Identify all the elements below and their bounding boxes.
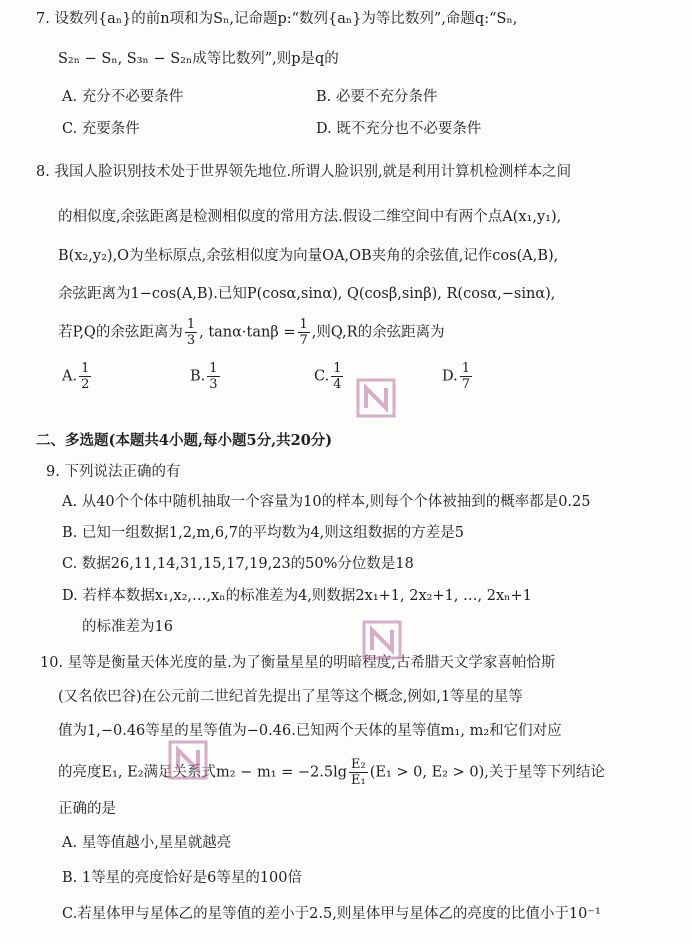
fraction-numerator: 1 (209, 361, 218, 376)
fraction-numerator: 1 (461, 361, 470, 376)
fraction-denominator: 2 (81, 377, 90, 392)
q8-fraction-a (185, 318, 197, 347)
option-fraction (207, 362, 219, 391)
q10-option-c: C.若星体甲与星体乙的星等值的差小于2.5,则星体甲与星体乙的亮度的比值小于10⁻¹ (62, 906, 601, 922)
q7-line1: 7. 设数列{aₙ}的前n项和为Sₙ,记命题p:“数列{aₙ}为等比数列”,命题q:“Sₙ, (36, 11, 518, 27)
q9-stem: 9. 下列说法正确的有 (46, 464, 181, 480)
q10-line4-pre: 的亮度E₁, E₂满足关系式m₂ − m₁ = −2.5lg (58, 764, 348, 781)
option-fraction (79, 362, 91, 391)
q7-option-c: C. 充要条件 (62, 121, 140, 137)
q10-line4 (58, 758, 605, 787)
q7-option-a: A. 充分不必要条件 (62, 89, 184, 105)
q10-line4-post: (E₁ > 0, E₂ > 0),关于星等下列结论 (369, 764, 605, 781)
q8-line5-mid: , tanα·tanβ = (199, 324, 296, 341)
fraction-denominator: 4 (333, 377, 342, 392)
q8-line2: 的相似度,余弦距离是检测相似度的常用方法.假设二维空间中有两个点A(x₁,y₁), (58, 209, 562, 225)
q10-fraction (349, 758, 368, 787)
q8-line5-post: ,则Q,R的余弦距离为 (311, 324, 445, 341)
q8-option-a (62, 362, 93, 391)
q8-option-d (442, 362, 474, 391)
fraction-numerator: 1 (81, 361, 90, 376)
q8-line5 (58, 318, 445, 347)
q10-line1: 10. 星等是衡量天体光度的量.为了衡量星星的明暗程度,古希腊天文学家喜帕恰斯 (40, 655, 556, 671)
fraction-numerator: E₂ (351, 757, 366, 772)
q8-line4: 余弦距离为1−cos(A,B).已知P(cosα,sinα), Q(cosβ,sinβ), R(cosα,−sinα), (58, 286, 556, 302)
q7-option-d: D. 既不充分也不必要条件 (316, 121, 482, 137)
q10-line3: 值为1,−0.46等星的星等值为−0.46.已知两个天体的星等值m₁, m₂和它们对应 (58, 723, 562, 739)
watermark-logo-icon (356, 378, 396, 418)
q7-option-b: B. 必要不充分条件 (316, 89, 438, 105)
q9-option-d-line2: 的标准差为16 (82, 619, 173, 635)
q8-line5-pre: 若P,Q的余弦距离为 (58, 324, 183, 341)
watermark-logo-icon (362, 620, 402, 660)
q9-option-c: C. 数据26,11,14,31,15,17,19,23的50%分位数是18 (62, 556, 414, 572)
fraction-denominator: 7 (461, 377, 470, 392)
watermark-logo-icon (168, 740, 208, 780)
q10-option-a: A. 星等值越小,星星就越亮 (62, 835, 232, 851)
q9-option-d-line1: D. 若样本数据x₁,x₂,…,xₙ的标准差为4,则数据2x₁+1, 2x₂+1, …, 2xₙ+1 (62, 588, 532, 604)
option-fraction (460, 362, 472, 391)
q9-option-a: A. 从40个个体中随机抽取一个容量为10的样本,则每个个体被抽到的概率都是0.25 (62, 494, 591, 510)
fraction-numerator: 1 (186, 317, 196, 332)
option-label: B. (190, 368, 206, 385)
q8-option-b (190, 362, 222, 391)
fraction-numerator: 1 (299, 317, 308, 332)
fraction-numerator: 1 (333, 361, 342, 376)
q8-option-c (314, 362, 345, 391)
watermark-logo-icon (362, 620, 402, 660)
watermark-logo-icon (356, 378, 396, 418)
q8-line3: B(x₂,y₂),O为坐标原点,余弦相似度为向量OA,OB夹角的余弦值,记作cos(A,B), (58, 248, 559, 264)
section-heading: 二、多选题(本题共4小题,每小题5分,共20分) (36, 432, 333, 449)
fraction-denominator: 7 (299, 333, 308, 348)
q10-line2: (又名依巴谷)在公元前二世纪首先提出了星等这个概念,例如,1等星的星等 (58, 689, 523, 705)
fraction-denominator: 3 (209, 377, 218, 392)
q7-line2: S₂ₙ − Sₙ, S₃ₙ − S₂ₙ成等比数列”,则p是q的 (58, 51, 339, 67)
watermark-logo-icon (168, 740, 208, 780)
q10-line5: 正确的是 (58, 801, 116, 817)
q8-fraction-b (298, 318, 310, 347)
option-label: C. (314, 368, 330, 385)
q9-option-b: B. 已知一组数据1,2,m,6,7的平均数为4,则这组数据的方差是5 (62, 525, 465, 541)
q10-option-b: B. 1等星的亮度恰好是6等星的100倍 (62, 870, 302, 886)
fraction-denominator: 3 (186, 333, 196, 348)
fraction-denominator: E₁ (351, 773, 366, 788)
option-label: D. (442, 368, 458, 385)
option-fraction (331, 362, 343, 391)
option-label: A. (62, 368, 78, 385)
q8-line1: 8. 我国人脸识别技术处于世界领先地位.所谓人脸识别,就是利用计算机检测样本之间 (36, 164, 572, 180)
